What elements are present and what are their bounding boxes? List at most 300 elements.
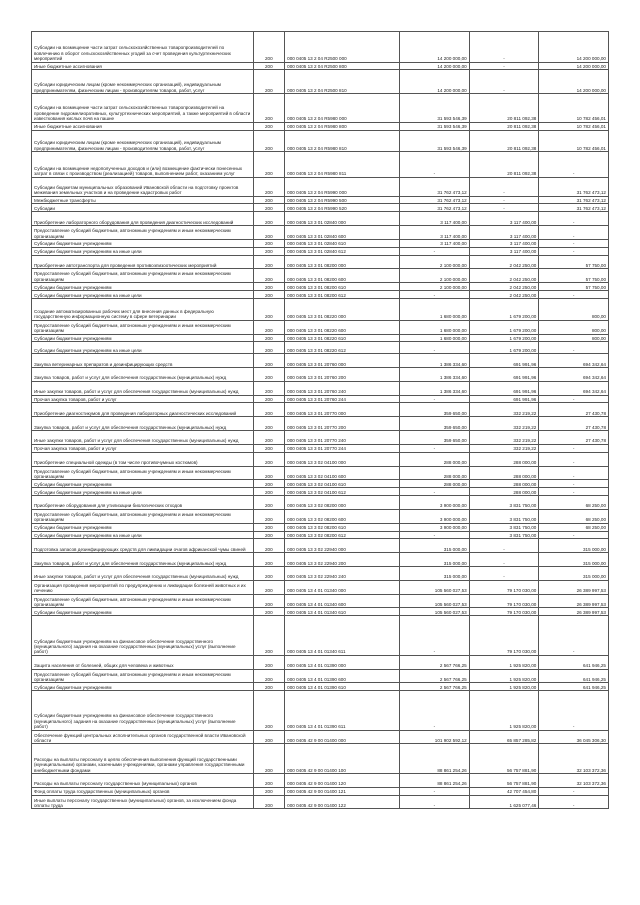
row-name-cell: Приобретение оборудования для утилизации биологических отходов	[32, 496, 254, 510]
row-approved-amount-cell: -	[400, 488, 470, 496]
row-executed-amount-cell: 332 219,22	[469, 444, 539, 452]
row-executed-amount-cell: 1 679 200,00	[469, 299, 539, 321]
row-approved-amount-cell: 288 000,00	[400, 466, 470, 480]
row-name-cell: Подготовка запасов дезинфицирующих средств для ликвидации очагов африканской чумы свиней	[32, 539, 254, 553]
row-code-cell: 200	[253, 539, 285, 553]
row-classification-cell: 000 0405 13 3 01 02840 000	[285, 212, 400, 226]
row-approved-amount-cell: 2 100 000,00	[400, 269, 470, 283]
row-approved-amount-cell: 3 900 000,00	[400, 509, 470, 523]
table-row	[32, 567, 609, 581]
row-remaining-amount-cell: 57 750,00	[539, 255, 609, 269]
table-row	[32, 608, 609, 616]
row-executed-amount-cell: 691 991,96	[469, 381, 539, 395]
row-code-cell: 200	[253, 730, 285, 744]
row-executed-amount-cell: 20 811 092,38	[469, 122, 539, 130]
row-code-cell: 200	[253, 669, 285, 683]
row-code-cell: 200	[253, 177, 285, 196]
row-executed-amount-cell: 2 042 250,00	[469, 255, 539, 269]
row-classification-cell: 000 0405 42 9 00 01400 000	[285, 730, 400, 744]
row-executed-amount-cell: 2 042 250,00	[469, 283, 539, 291]
row-remaining-amount-cell: 800,00	[539, 299, 609, 321]
row-code-cell: 200	[253, 594, 285, 608]
row-approved-amount-cell: 315 000,00	[400, 553, 470, 567]
row-classification-cell: 000 0405 13 3 01 02840 600	[285, 226, 400, 240]
row-remaining-amount-cell: -	[539, 452, 609, 466]
row-code-cell: 200	[253, 247, 285, 255]
row-classification-cell: 000 0405 13 4 01 01340 611	[285, 616, 400, 655]
row-executed-amount-cell: -	[469, 539, 539, 553]
row-executed-amount-cell: 20 811 092,38	[469, 152, 539, 178]
row-approved-amount-cell: 105 560 027,53	[400, 594, 470, 608]
table-row	[32, 774, 609, 788]
row-approved-amount-cell: 359 650,00	[400, 403, 470, 417]
row-remaining-amount-cell: 68 250,00	[539, 496, 609, 510]
row-code-cell: 200	[253, 381, 285, 395]
row-code-cell: 200	[253, 226, 285, 240]
row-approved-amount-cell: 1 680 000,00	[400, 334, 470, 342]
row-code-cell: 200	[253, 204, 285, 212]
row-executed-amount-cell: -	[469, 70, 539, 94]
row-executed-amount-cell: 288 000,00	[469, 488, 539, 496]
row-classification-cell: 000 0405 13 3 02 04100 000	[285, 452, 400, 466]
row-code-cell: 200	[253, 255, 285, 269]
row-name-cell: Предоставление субсидий бюджетным, автономным учреждениям и иным некоммерческим организациям	[32, 320, 254, 334]
row-code-cell: 200	[253, 320, 285, 334]
row-approved-amount-cell: 3 117 400,00	[400, 239, 470, 247]
row-name-cell: Иные бюджетные ассигнования	[32, 62, 254, 70]
row-executed-amount-cell: 1 925 820,00	[469, 655, 539, 669]
row-remaining-amount-cell: 10 782 456,01	[539, 94, 609, 123]
row-approved-amount-cell: 31 762 473,12	[400, 196, 470, 204]
row-code-cell: 200	[253, 196, 285, 204]
row-executed-amount-cell: 691 991,96	[469, 368, 539, 382]
row-name-cell: Иные закупки товаров, работ и услуг для обеспечения государственных (муниципальных) нужд	[32, 567, 254, 581]
table-row	[32, 368, 609, 382]
row-classification-cell: 000 0405 13 3 02 22940 240	[285, 567, 400, 581]
row-remaining-amount-cell: 10 782 456,01	[539, 130, 609, 152]
row-classification-cell: 000 0405 13 3 01 08220 610	[285, 334, 400, 342]
row-remaining-amount-cell: -	[539, 444, 609, 452]
row-remaining-amount-cell: 641 946,25	[539, 655, 609, 669]
row-classification-cell: 000 0405 13 3 01 02840 610	[285, 239, 400, 247]
row-classification-cell: 000 0405 13 2 04 R2500 000	[285, 32, 400, 63]
row-classification-cell: 000 0405 13 2 04 R5980 811	[285, 152, 400, 178]
row-classification-cell: 000 0405 13 4 01 01340 600	[285, 594, 400, 608]
row-approved-amount-cell: -	[400, 395, 470, 403]
row-approved-amount-cell: 2 100 000,00	[400, 255, 470, 269]
row-code-cell: 200	[253, 368, 285, 382]
table-row	[32, 62, 609, 70]
row-classification-cell: 000 0405 13 2 04 R5990 500	[285, 196, 400, 204]
row-executed-amount-cell: -	[469, 567, 539, 581]
row-name-cell: Защита населения от болезней, общих для человека и животных	[32, 655, 254, 669]
row-code-cell: 200	[253, 403, 285, 417]
row-executed-amount-cell: 288 000,00	[469, 452, 539, 466]
row-approved-amount-cell: 88 861 254,26	[400, 744, 470, 774]
row-approved-amount-cell: 88 861 254,26	[400, 774, 470, 788]
row-remaining-amount-cell: 10 782 456,01	[539, 122, 609, 130]
row-approved-amount-cell: 288 000,00	[400, 452, 470, 466]
row-name-cell: Предоставление субсидий бюджетным, автономным учреждениям и иным некоммерческим организациям	[32, 669, 254, 683]
row-name-cell: Предоставление субсидий бюджетным, автономным учреждениям и иным некоммерческим организациям	[32, 594, 254, 608]
row-classification-cell: 000 0405 42 9 00 01400 121	[285, 787, 400, 795]
row-executed-amount-cell: -	[469, 204, 539, 212]
row-approved-amount-cell: 105 560 027,53	[400, 608, 470, 616]
row-code-cell: 200	[253, 431, 285, 445]
row-executed-amount-cell: -	[469, 32, 539, 63]
row-classification-cell: 000 0405 13 3 01 20760 240	[285, 381, 400, 395]
row-code-cell: 200	[253, 744, 285, 774]
row-remaining-amount-cell: -	[539, 616, 609, 655]
row-name-cell: Субсидии бюджетным учреждениям	[32, 334, 254, 342]
row-classification-cell: 000 0405 13 3 01 20770 240	[285, 431, 400, 445]
row-name-cell: Субсидии бюджетным учреждениям на иные цели	[32, 531, 254, 539]
row-classification-cell: 000 0405 13 3 01 08200 600	[285, 269, 400, 283]
row-classification-cell: 000 0405 13 3 02 08200 610	[285, 523, 400, 531]
row-executed-amount-cell: 2 042 250,00	[469, 291, 539, 299]
row-name-cell: Создание автоматизированных рабочих мест для внесения данных в федеральную государственную информационную систему в сфере ветеринарии	[32, 299, 254, 321]
row-executed-amount-cell: 3 117 400,00	[469, 239, 539, 247]
row-classification-cell: 000 0405 13 3 01 08200 000	[285, 255, 400, 269]
row-executed-amount-cell: -	[469, 553, 539, 567]
row-remaining-amount-cell: -	[539, 787, 609, 795]
row-approved-amount-cell: 1 386 334,60	[400, 381, 470, 395]
row-classification-cell: 000 0405 13 3 02 04100 610	[285, 480, 400, 488]
row-executed-amount-cell: 3 831 750,00	[469, 496, 539, 510]
row-code-cell: 200	[253, 444, 285, 452]
row-remaining-amount-cell: -	[539, 395, 609, 403]
row-remaining-amount-cell: 31 762 473,12	[539, 177, 609, 196]
table-body	[32, 32, 609, 809]
row-name-cell: Субсидии бюджетам муниципальных образований Ивановской области на подготовку проектов межевания земельных участков и на проведение кадастровых работ	[32, 177, 254, 196]
row-approved-amount-cell: 2 567 766,25	[400, 683, 470, 691]
row-classification-cell: 000 0405 42 9 00 01400 120	[285, 774, 400, 788]
row-remaining-amount-cell: 315 000,00	[539, 553, 609, 567]
row-name-cell: Субсидии бюджетным учреждениям на иные цели	[32, 247, 254, 255]
table-row	[32, 594, 609, 608]
row-classification-cell: 000 0405 13 2 04 R5980 810	[285, 130, 400, 152]
table-row	[32, 787, 609, 795]
row-classification-cell: 000 0405 13 3 01 08220 612	[285, 342, 400, 354]
table-row	[32, 795, 609, 809]
row-remaining-amount-cell: 27 430,78	[539, 403, 609, 417]
row-classification-cell: 000 0405 13 3 01 20770 244	[285, 444, 400, 452]
row-executed-amount-cell: 79 170 030,00	[469, 594, 539, 608]
row-remaining-amount-cell: 27 430,78	[539, 417, 609, 431]
row-approved-amount-cell: 2 100 000,00	[400, 283, 470, 291]
budget-report-page	[31, 31, 609, 809]
row-remaining-amount-cell: -	[539, 152, 609, 178]
row-code-cell: 200	[253, 299, 285, 321]
row-classification-cell: 000 0405 13 3 01 08200 610	[285, 283, 400, 291]
row-name-cell: Закупка товаров, работ и услуг для обеспечения государственных (муниципальных) нужд	[32, 417, 254, 431]
row-executed-amount-cell: 20 811 092,38	[469, 94, 539, 123]
row-name-cell: Субсидии бюджетным учреждениям на финансовое обеспечение государственного (муниципального) задания на оказание государственных (муниципальных) услуг (выполнение работ)	[32, 691, 254, 730]
table-row	[32, 204, 609, 212]
row-remaining-amount-cell: -	[539, 488, 609, 496]
row-code-cell: 200	[253, 342, 285, 354]
row-code-cell: 200	[253, 70, 285, 94]
row-name-cell: Приобретение специальной одежды (в том числе противочумных костюмов)	[32, 452, 254, 466]
table-row	[32, 488, 609, 496]
row-remaining-amount-cell: -	[539, 226, 609, 240]
row-name-cell: Организация проведения мероприятий по предупреждению и ликвидации болезней животных и их лечению	[32, 580, 254, 594]
row-classification-cell: 000 0405 42 9 00 01400 100	[285, 744, 400, 774]
row-code-cell: 200	[253, 452, 285, 466]
row-executed-amount-cell: 2 042 250,00	[469, 269, 539, 283]
row-remaining-amount-cell: 694 342,64	[539, 381, 609, 395]
row-name-cell: Обеспечение функций центральных исполнительных органов государственной власти Ивановской области	[32, 730, 254, 744]
row-approved-amount-cell: -	[400, 152, 470, 178]
row-approved-amount-cell: 315 000,00	[400, 567, 470, 581]
table-row	[32, 395, 609, 403]
row-code-cell: 200	[253, 94, 285, 123]
row-remaining-amount-cell: -	[539, 466, 609, 480]
row-classification-cell: 000 0405 13 4 01 01390 611	[285, 691, 400, 730]
row-name-cell: Закупка товаров, работ и услуг для обеспечения государственных (муниципальных) нужд	[32, 368, 254, 382]
row-executed-amount-cell: 1 679 200,00	[469, 342, 539, 354]
row-name-cell: Субсидии юридическим лицам (кроме некоммерческих организаций), индивидуальным предпринимателям, физическим лицам - производителям товаров, работ, услуг	[32, 70, 254, 94]
row-name-cell: Прочая закупка товаров, работ и услуг	[32, 444, 254, 452]
row-name-cell: Иные бюджетные ассигнования	[32, 122, 254, 130]
row-executed-amount-cell: -	[469, 62, 539, 70]
row-approved-amount-cell: 31 593 546,39	[400, 94, 470, 123]
table-row	[32, 283, 609, 291]
row-approved-amount-cell: 31 762 473,12	[400, 177, 470, 196]
table-row	[32, 553, 609, 567]
row-classification-cell: 000 0405 13 3 02 22940 000	[285, 539, 400, 553]
table-row	[32, 403, 609, 417]
row-remaining-amount-cell: 31 762 473,12	[539, 204, 609, 212]
table-row	[32, 417, 609, 431]
row-executed-amount-cell: 288 000,00	[469, 466, 539, 480]
row-remaining-amount-cell: -	[539, 795, 609, 809]
row-executed-amount-cell: 1 679 200,00	[469, 320, 539, 334]
row-name-cell: Субсидии бюджетным учреждениям	[32, 523, 254, 531]
row-executed-amount-cell: 691 991,96	[469, 354, 539, 368]
row-name-cell: Прочая закупка товаров, работ и услуг	[32, 395, 254, 403]
row-classification-cell: 000 0405 13 2 04 R5990 520	[285, 204, 400, 212]
row-executed-amount-cell: 56 757 881,90	[469, 744, 539, 774]
row-executed-amount-cell: 1 925 820,00	[469, 669, 539, 683]
row-executed-amount-cell: 3 831 750,00	[469, 509, 539, 523]
row-executed-amount-cell: 3 117 400,00	[469, 212, 539, 226]
row-name-cell: Фонд оплаты труда государственных (муниципальных) органов	[32, 787, 254, 795]
row-code-cell: 200	[253, 239, 285, 247]
row-code-cell: 200	[253, 354, 285, 368]
row-remaining-amount-cell: 800,00	[539, 334, 609, 342]
table-row	[32, 509, 609, 523]
row-remaining-amount-cell: -	[539, 480, 609, 488]
row-remaining-amount-cell: 694 342,64	[539, 368, 609, 382]
row-name-cell: Иные выплаты персоналу государственных (муниципальных) органов, за исключением фонда оплаты труда	[32, 795, 254, 809]
row-code-cell: 200	[253, 531, 285, 539]
row-name-cell: Расходы на выплаты персоналу в целях обеспечения выполнения функций государственными (муниципальными) органами, казенными учреждениями, органами управления государственными внебюджетными фондами	[32, 744, 254, 774]
row-approved-amount-cell: -	[400, 795, 470, 809]
row-executed-amount-cell: 3 831 750,00	[469, 523, 539, 531]
row-classification-cell: 000 0405 13 2 04 R5980 000	[285, 94, 400, 123]
row-classification-cell: 000 0405 13 2 04 R5980 800	[285, 122, 400, 130]
row-executed-amount-cell: 3 831 750,00	[469, 531, 539, 539]
row-name-cell: Субсидии юридическим лицам (кроме некоммерческих организаций), индивидуальным предпринимателям, физическим лицам - производителям товаров, работ, услуг	[32, 130, 254, 152]
row-approved-amount-cell: 2 567 766,25	[400, 669, 470, 683]
row-executed-amount-cell: 1 625 077,46	[469, 795, 539, 809]
table-row	[32, 452, 609, 466]
row-remaining-amount-cell: 315 000,00	[539, 539, 609, 553]
row-name-cell: Субсидии бюджетным учреждениям	[32, 480, 254, 488]
row-code-cell: 200	[253, 608, 285, 616]
row-classification-cell: 000 0405 42 9 00 01400 122	[285, 795, 400, 809]
table-row	[32, 342, 609, 354]
table-row	[32, 531, 609, 539]
row-remaining-amount-cell: 36 045 306,30	[539, 730, 609, 744]
row-executed-amount-cell: 79 170 030,00	[469, 580, 539, 594]
row-code-cell: 200	[253, 616, 285, 655]
row-code-cell: 200	[253, 62, 285, 70]
row-code-cell: 200	[253, 466, 285, 480]
row-remaining-amount-cell: 27 430,78	[539, 431, 609, 445]
table-row	[32, 226, 609, 240]
table-row	[32, 381, 609, 395]
table-row	[32, 539, 609, 553]
row-remaining-amount-cell: 641 946,25	[539, 669, 609, 683]
row-executed-amount-cell: 332 219,22	[469, 417, 539, 431]
table-row	[32, 580, 609, 594]
row-classification-cell: 000 0405 13 3 01 02840 612	[285, 247, 400, 255]
row-remaining-amount-cell: 315 000,00	[539, 567, 609, 581]
row-code-cell: 200	[253, 691, 285, 730]
row-approved-amount-cell: 359 650,00	[400, 431, 470, 445]
row-code-cell: 200	[253, 509, 285, 523]
row-remaining-amount-cell: -	[539, 342, 609, 354]
table-row	[32, 354, 609, 368]
row-remaining-amount-cell: -	[539, 531, 609, 539]
row-classification-cell: 000 0405 13 2 04 R2500 800	[285, 62, 400, 70]
row-approved-amount-cell: 14 200 000,00	[400, 32, 470, 63]
table-row	[32, 94, 609, 123]
row-executed-amount-cell: 3 117 400,00	[469, 247, 539, 255]
row-classification-cell: 000 0405 13 3 01 20770 200	[285, 417, 400, 431]
row-name-cell: Субсидии бюджетным учреждениям на иные цели	[32, 488, 254, 496]
row-classification-cell: 000 0405 13 3 02 22940 200	[285, 553, 400, 567]
row-executed-amount-cell: 65 857 285,82	[469, 730, 539, 744]
table-row	[32, 247, 609, 255]
row-name-cell: Расходы на выплаты персоналу государственных (муниципальных) органов	[32, 774, 254, 788]
row-executed-amount-cell: 1 925 820,00	[469, 691, 539, 730]
row-approved-amount-cell: -	[400, 691, 470, 730]
row-classification-cell: 000 0405 13 3 02 08200 612	[285, 531, 400, 539]
row-code-cell: 200	[253, 553, 285, 567]
row-code-cell: 200	[253, 334, 285, 342]
row-name-cell: Предоставление субсидий бюджетным, автономным учреждениям и иным некоммерческим организациям	[32, 226, 254, 240]
row-approved-amount-cell: -	[400, 531, 470, 539]
table-row	[32, 32, 609, 63]
row-approved-amount-cell: 1 386 334,60	[400, 354, 470, 368]
row-approved-amount-cell: 3 117 400,00	[400, 212, 470, 226]
row-remaining-amount-cell: 26 389 997,53	[539, 594, 609, 608]
row-code-cell: 200	[253, 130, 285, 152]
table-row	[32, 70, 609, 94]
row-code-cell: 200	[253, 496, 285, 510]
row-name-cell: Закупка товаров, работ и услуг для обеспечения государственных (муниципальных) нужд	[32, 553, 254, 567]
row-code-cell: 200	[253, 480, 285, 488]
row-remaining-amount-cell: -	[539, 239, 609, 247]
row-name-cell: Закупка ветеринарных препаратов и дезинфицирующих средств	[32, 354, 254, 368]
table-row	[32, 744, 609, 774]
table-row	[32, 177, 609, 196]
row-classification-cell: 000 0405 13 3 02 08200 600	[285, 509, 400, 523]
table-row	[32, 239, 609, 247]
row-approved-amount-cell: 315 000,00	[400, 539, 470, 553]
row-approved-amount-cell: 1 386 334,60	[400, 368, 470, 382]
row-classification-cell: 000 0405 13 4 01 01340 610	[285, 608, 400, 616]
row-code-cell: 200	[253, 32, 285, 63]
row-code-cell: 200	[253, 152, 285, 178]
table-row	[32, 269, 609, 283]
row-executed-amount-cell: 691 991,96	[469, 395, 539, 403]
row-classification-cell: 000 0405 13 3 02 04100 612	[285, 488, 400, 496]
row-executed-amount-cell: 332 219,22	[469, 403, 539, 417]
row-code-cell: 200	[253, 567, 285, 581]
row-code-cell: 200	[253, 291, 285, 299]
row-approved-amount-cell: -	[400, 444, 470, 452]
table-row	[32, 122, 609, 130]
row-approved-amount-cell: 31 762 473,12	[400, 204, 470, 212]
row-name-cell: Иные закупки товаров, работ и услуг для обеспечения государственных (муниципальных) нужд	[32, 431, 254, 445]
row-name-cell: Субсидии на возмещение части затрат сельскохозяйственных товаропроизводителей по вовлечению в оборот сельскохозяйственных угодий за счет проведения культуртехнических мероприятий	[32, 32, 254, 63]
row-classification-cell: 000 0405 13 4 01 01390 610	[285, 683, 400, 691]
row-remaining-amount-cell: 57 750,00	[539, 283, 609, 291]
row-remaining-amount-cell: -	[539, 212, 609, 226]
row-classification-cell: 000 0405 13 3 02 08200 000	[285, 496, 400, 510]
row-executed-amount-cell: -	[469, 196, 539, 204]
row-remaining-amount-cell: 68 250,00	[539, 509, 609, 523]
row-name-cell: Субсидии бюджетным учреждениям	[32, 683, 254, 691]
row-code-cell: 200	[253, 212, 285, 226]
row-remaining-amount-cell: -	[539, 291, 609, 299]
row-classification-cell: 000 0405 13 3 01 08220 600	[285, 320, 400, 334]
row-code-cell: 200	[253, 122, 285, 130]
row-classification-cell: 000 0405 13 3 02 04100 600	[285, 466, 400, 480]
row-classification-cell: 000 0405 13 3 01 08200 612	[285, 291, 400, 299]
row-classification-cell: 000 0405 13 3 01 20760 244	[285, 395, 400, 403]
row-approved-amount-cell: 1 680 000,00	[400, 299, 470, 321]
row-approved-amount-cell: 2 567 766,25	[400, 655, 470, 669]
row-approved-amount-cell: 14 200 000,00	[400, 70, 470, 94]
table-row	[32, 480, 609, 488]
row-approved-amount-cell: 31 593 546,39	[400, 130, 470, 152]
table-row	[32, 691, 609, 730]
row-code-cell: 200	[253, 283, 285, 291]
row-code-cell: 200	[253, 580, 285, 594]
row-remaining-amount-cell: 31 762 473,12	[539, 196, 609, 204]
row-executed-amount-cell: 332 219,22	[469, 431, 539, 445]
row-executed-amount-cell: 3 117 400,00	[469, 226, 539, 240]
row-name-cell: Предоставление субсидий бюджетным, автономным учреждениям и иным некоммерческим организациям	[32, 509, 254, 523]
row-executed-amount-cell: 20 811 092,38	[469, 130, 539, 152]
row-remaining-amount-cell: 26 389 997,53	[539, 580, 609, 594]
table-row	[32, 466, 609, 480]
row-approved-amount-cell: 14 200 000,00	[400, 62, 470, 70]
table-row	[32, 152, 609, 178]
row-executed-amount-cell: 42 707 454,80	[469, 787, 539, 795]
row-code-cell: 200	[253, 395, 285, 403]
row-executed-amount-cell: 79 170 030,00	[469, 616, 539, 655]
row-code-cell: 200	[253, 523, 285, 531]
table-row	[32, 431, 609, 445]
row-code-cell: 200	[253, 795, 285, 809]
row-approved-amount-cell: 288 000,00	[400, 480, 470, 488]
